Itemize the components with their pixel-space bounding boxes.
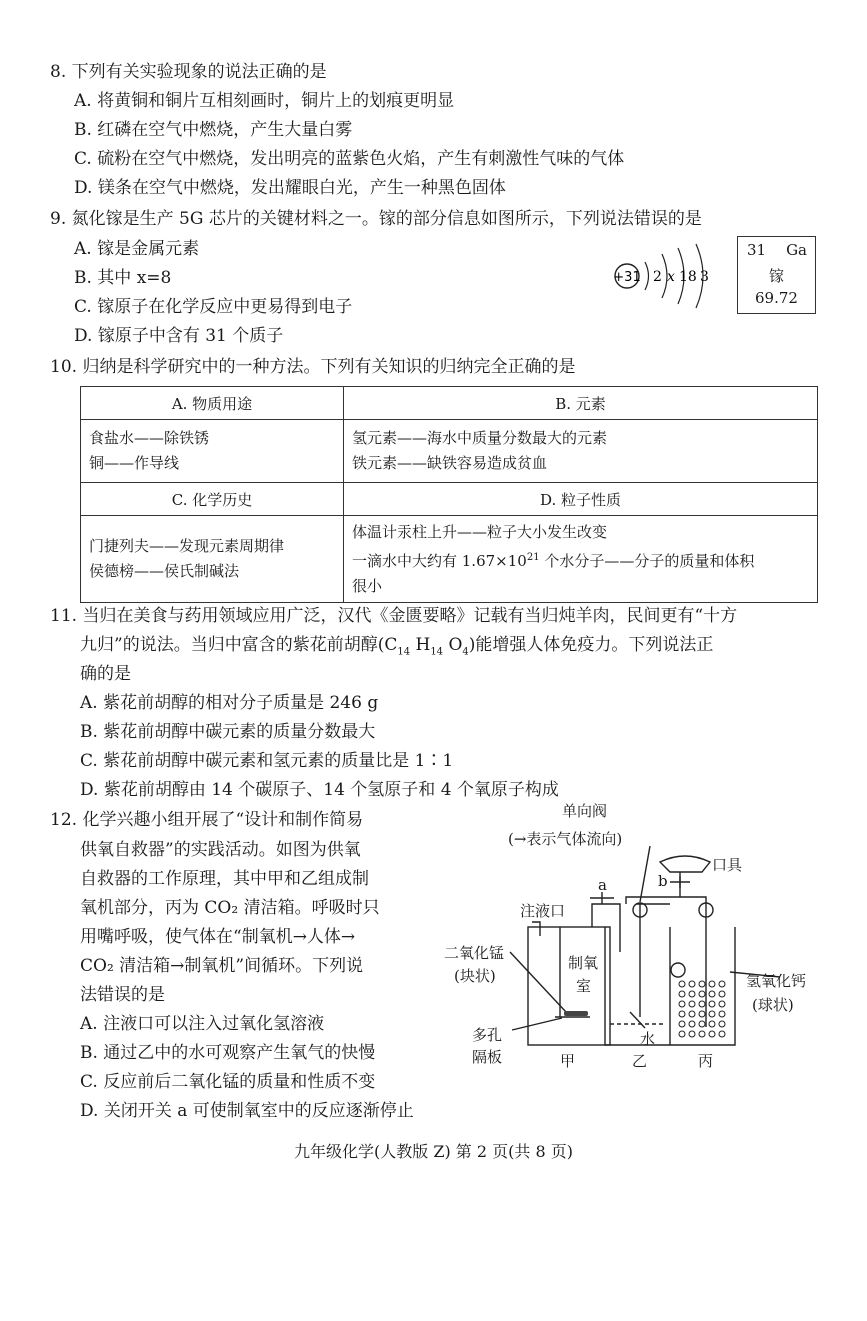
q12-option-a: A. 注液口可以注入过氧化氢溶液 (80, 1014, 325, 1034)
q8-option-b: B. 红磷在空气中燃烧，产生大量白雾 (74, 120, 353, 140)
q12-stem-line-3: 自救器的工作原理，其中甲和乙组成制 (80, 869, 369, 889)
nucleus-charge: +31 (613, 270, 641, 285)
q9-stem: 9. 氮化镓是生产 5G 芯片的关键材料之一。镓的部分信息如图所示，下列说法错误的是 (50, 209, 702, 229)
table-header-c: C. 化学历史 (81, 483, 344, 516)
table-cell-a-line-2: 铜——作导线 (89, 454, 180, 472)
container-bing-label: 丙 (698, 1052, 714, 1070)
q10-stem: 10. 归纳是科学研究中的一种方法。下列有关知识的归纳完全正确的是 (50, 357, 576, 377)
mno2-label-2: (块状) (454, 967, 496, 985)
table-cell-c-line-2: 侯德榜——侯氏制碱法 (89, 562, 240, 580)
container-jia-label: 甲 (560, 1052, 576, 1070)
q11-option-c: C. 紫花前胡醇中碳元素和氢元素的质量比是 1∶1 (80, 751, 454, 771)
q12-stem-line-2: 供氧自救器”的实践活动。如图为供氧 (80, 840, 361, 860)
page-footer: 九年级化学(人教版 Z) 第 2 页(共 8 页) (294, 1142, 573, 1161)
atomic-number: 31 (747, 241, 767, 259)
q12-stem-line-6: CO₂ 清洁箱→制氧机”间循环。下列说 (80, 956, 364, 976)
shell-4-electrons: 3 (700, 269, 709, 285)
table-cell-a (81, 420, 344, 483)
q11-stem-line-2: 九归”的说法。当归中富含的紫花前胡醇($C_{14}$ $H_{14}$ $O_4$)能增强人体免疫力。下列说法正 (80, 635, 714, 658)
q11-option-b: B. 紫花前胡醇中碳元素的质量分数最大 (80, 722, 376, 742)
q11-option-a: A. 紫花前胡醇的相对分子质量是 246 g (80, 693, 379, 713)
chamber-label-2: 室 (576, 977, 592, 995)
table-cell-d-line-2: 一滴水中大约有 $1.67\times 10^{21}$ 个水分子——分子的质量和体积 (352, 551, 755, 570)
element-cell-gallium (737, 236, 816, 314)
valve-title-label: 单向阀 (562, 802, 608, 820)
table-header-a: A. 物质用途 (81, 387, 344, 420)
q12-stem-line-4: 氧机部分，丙为 CO₂ 清洁箱。呼吸时只 (80, 898, 380, 918)
table-cell-b (344, 420, 818, 483)
q9-option-a: A. 镓是金属元素 (74, 239, 200, 259)
q11-stem-line-1: 11. 当归在美食与药用领域应用广泛，汉代《金匮要略》记载有当归炖羊肉，民间更有“十方 (50, 606, 738, 626)
q9-option-b: B. 其中 x=8 (74, 268, 172, 288)
shell-3-electrons: 18 (679, 269, 697, 285)
caoh2-label-1: 氢氧化钙 (746, 972, 807, 990)
q11-stem-line-3: 确的是 (80, 664, 131, 684)
element-symbol: Ga (786, 241, 807, 259)
q12-option-d: D. 关闭开关 a 可使制氧室中的反应逐渐停止 (80, 1101, 414, 1121)
q12-stem-line-5: 用嘴呼吸，使气体在“制氧机→人体→ (80, 927, 356, 947)
q8-option-c: C. 硫粉在空气中燃烧，发出明亮的蓝紫色火焰，产生有刺激性气味的气体 (74, 149, 625, 169)
caoh2-label-2: (球状) (752, 996, 794, 1014)
container-yi-label: 乙 (632, 1052, 648, 1070)
q12-option-c: C. 反应前后二氧化锰的质量和性质不变 (80, 1072, 376, 1092)
table-cell-d-line-3: 很小 (352, 576, 383, 595)
q12-stem-line-1: 12. 化学兴趣小组开展了“设计和制作简易 (50, 810, 364, 830)
switch-b-label: b (658, 872, 668, 890)
table-cell-d-line-1: 体温计汞柱上升——粒子大小发生改变 (352, 522, 608, 541)
q11-option-d: D. 紫花前胡醇由 14 个碳原子、14 个氢原子和 4 个氧原子构成 (80, 780, 559, 800)
shell-1-electrons: 2 (653, 269, 662, 285)
plate-label-1: 多孔 (472, 1026, 503, 1044)
mno2-label-1: 二氧化锰 (444, 944, 505, 962)
table-cell-d (344, 516, 818, 603)
relative-atomic-mass: 69.72 (755, 289, 798, 307)
table-cell-b-line-1: 氢元素——海水中质量分数最大的元素 (352, 429, 608, 447)
table-cell-b-line-2: 铁元素——缺铁容易造成贫血 (352, 454, 548, 472)
gallium-atom-structure-diagram (612, 236, 722, 316)
q8-option-d: D. 镁条在空气中燃烧，发出耀眼白光，产生一种黑色固体 (74, 178, 506, 198)
water-label: 水 (640, 1030, 656, 1048)
shell-2-electrons: x (667, 269, 675, 285)
inlet-label: 注液口 (520, 902, 566, 920)
plate-label-2: 隔板 (472, 1048, 503, 1066)
switch-a-label: a (598, 876, 607, 894)
q9-option-d: D. 镓原子中含有 31 个质子 (74, 326, 284, 346)
chamber-label-1: 制氧 (568, 954, 599, 972)
table-cell-a-line-1: 食盐水——除铁锈 (89, 429, 210, 447)
valve-note-label: (→表示气体流向) (508, 830, 623, 848)
q12-option-b: B. 通过乙中的水可观察产生氧气的快慢 (80, 1043, 376, 1063)
q10-knowledge-table (80, 386, 818, 603)
oxygen-self-rescuer-diagram (440, 802, 820, 1074)
table-header-d: D. 粒子性质 (344, 483, 818, 516)
q8-option-a: A. 将黄铜和铜片互相刻画时，铜片上的划痕更明显 (74, 91, 455, 111)
q8-stem: 8. 下列有关实验现象的说法正确的是 (50, 62, 327, 82)
q9-option-c: C. 镓原子在化学反应中更易得到电子 (74, 297, 353, 317)
mouthpiece-label: 口具 (712, 856, 743, 874)
q12-stem-line-7: 法错误的是 (80, 985, 165, 1005)
table-cell-c-line-1: 门捷列夫——发现元素周期律 (89, 537, 285, 555)
table-cell-c (81, 516, 344, 603)
element-name: 镓 (768, 267, 784, 285)
table-header-b: B. 元素 (344, 387, 818, 420)
